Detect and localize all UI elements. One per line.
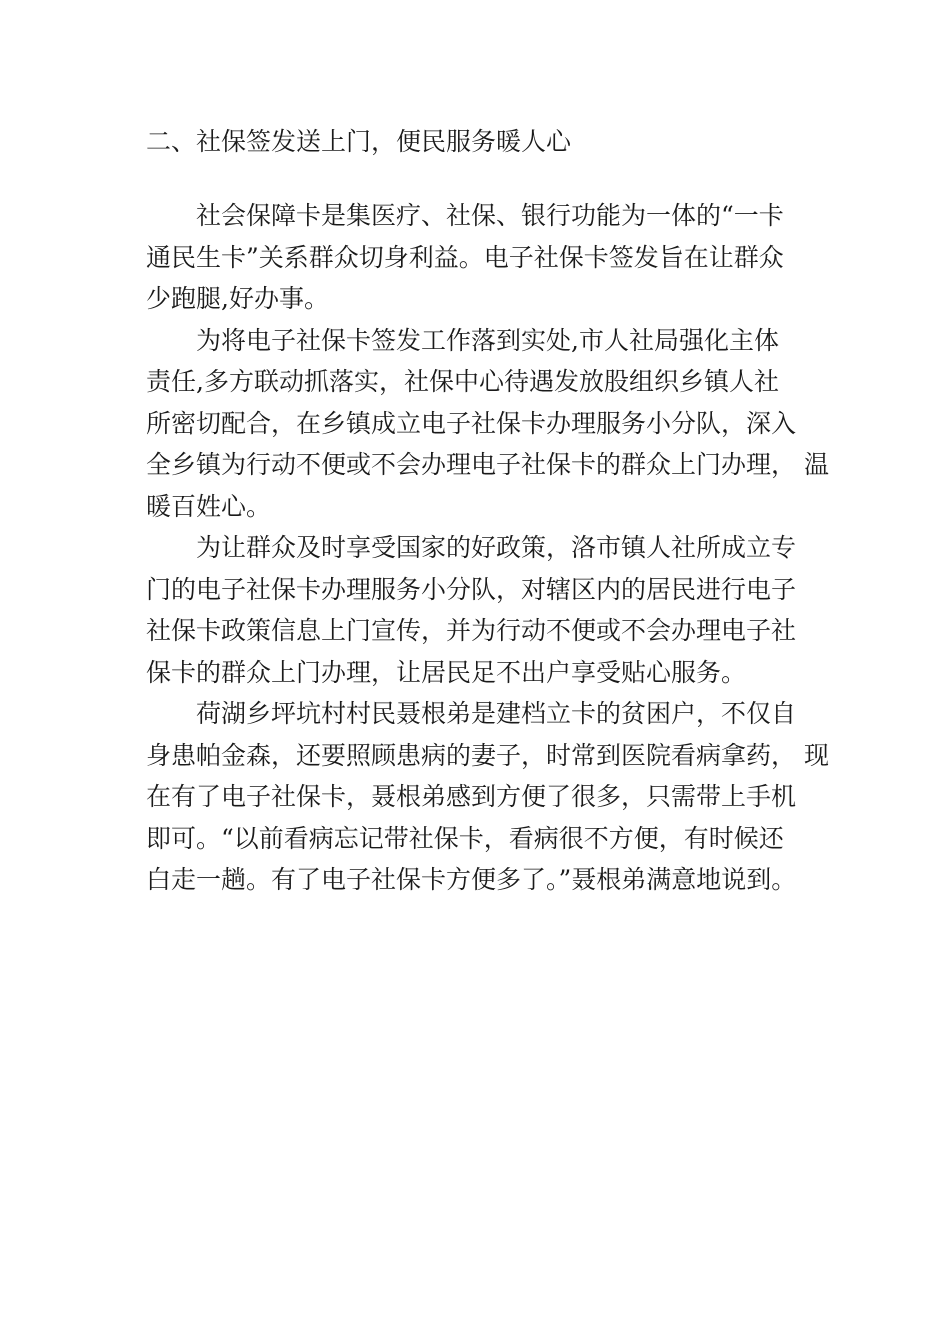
paragraph-line: 全乡镇为行动不便或不会办理电子社保卡的群众上门办理， 温 [146, 450, 829, 479]
paragraph-line: 即可。“以前看病忘记带社保卡，看病很不方便，有时候还 [146, 823, 784, 853]
paragraph-line: 责任,多方联动抓落实，社保中心待遇发放股组织乡镇人社 [146, 367, 779, 396]
paragraph-1 [146, 195, 826, 320]
article-body [146, 195, 829, 901]
paragraph-line: 通民生卡”关系群众切身利益。电子社保卡签发旨在让群众 [146, 242, 784, 272]
paragraph-line: 为让群众及时享受国家的好政策，洛市镇人社所成立专 [196, 533, 797, 562]
paragraph-line: 保卡的群众上门办理，让居民足不出户享受贴心服务。 [146, 657, 747, 687]
paragraph-line: 荷湖乡坪坑村村民聂根弟是建档立卡的贫困户，不仅自 [196, 699, 797, 728]
paragraph-2 [146, 320, 829, 528]
section-heading: 二、社保签发送上门，便民服务暖人心 [146, 127, 572, 156]
paragraph-line: 在有了电子社保卡，聂根弟感到方便了很多，只需带上手机 [146, 782, 797, 811]
paragraph-3 [146, 527, 826, 693]
paragraph-4 [146, 693, 829, 901]
paragraph-line: 身患帕金森，还要照顾患病的妻子，时常到医院看病拿药， 现 [146, 740, 829, 770]
paragraph-line: 少跑腿,好办事。 [146, 284, 329, 313]
paragraph-line: 门的电子社保卡办理服务小分队，对辖区内的居民进行电子 [146, 574, 797, 604]
paragraph-line: 社保卡政策信息上门宣传，并为行动不便或不会办理电子社 [146, 616, 797, 645]
paragraph-line: 为将电子社保卡签发工作落到实处,市人社局强化主体 [196, 325, 779, 355]
paragraph-line: 所密切配合，在乡镇成立电子社保卡办理服务小分队，深入 [146, 408, 797, 438]
paragraph-line: 白走一趟。有了电子社保卡方便多了。”聂根弟满意地说到。 [146, 865, 797, 894]
paragraph-line: 暖百姓心。 [146, 491, 272, 521]
paragraph-line: 社会保障卡是集医疗、社保、银行功能为一体的“一卡 [196, 201, 784, 230]
